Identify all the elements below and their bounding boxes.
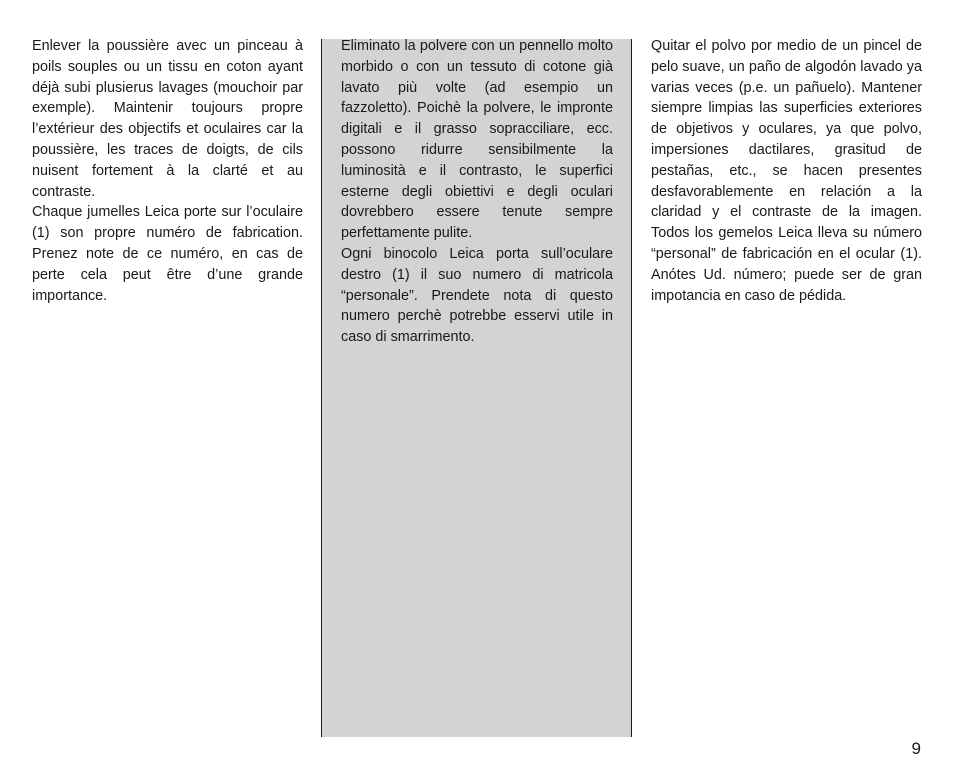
italian-paragraph-care: Eliminato la polvere con un pennello molto morbido o con un tessuto di cotone già lavato più volte (ad esempio un fazzoletto). Poichè la polvere, le impronte digitali e il grasso sopracciliare, ecc. possono ridurre sensibilmente la luminosità e il contrasto, le superfici esterne degli obiettivi e degli oculari dovrebbero essere tenute sempre perfettamente pulite.: [341, 38, 613, 242]
spanish-paragraph-care: Quitar el polvo por medio de un pincel de pelo suave, un paño de algodón lavado ya varias veces (p.e. un pañuelo). Mantener siempre limpias las superficies exteriores de objetivos y oculares, ya que polvo, impersiones dactilares, grasitud de pestañas, etc., se hacen presentes desfavorablemente en relación a la claridad y el contraste de la imagen. Todos los gemelos Leica lleva su número “personal” de fabricación en el ocular (1). Anótes Ud. número; puede ser de gran impotancia en caso de pédida.: [651, 38, 922, 304]
french-paragraph-care: Enlever la poussière avec un pinceau à poils souples ou un tissu en coton ayant déjà subi plusierus lavages (mouchoir par exemple). Maintenir toujours propre l’extérieur des objectifs et oculaires car la poussière, les traces de doigts, de cils nuisent fortement à la clarté et au contraste.: [32, 38, 303, 200]
italian-paragraph-serial-number: Ogni binocolo Leica porta sull’oculare destro (1) il suo numero di matricola “personale”. Prendete nota di questo numero perchè potrebbe esservi utile in caso di smarrimento.: [341, 245, 613, 346]
spanish-column: [651, 36, 922, 306]
page-number: 9: [911, 739, 921, 758]
french-column: [32, 36, 303, 306]
italian-column: [341, 36, 613, 348]
french-paragraph-serial-number: Chaque jumelles Leica porte sur l’oculaire (1) son propre numéro de fabrication. Prenez note de ce numéro, en cas de perte cela peut être d’une grande importance.: [32, 204, 303, 304]
